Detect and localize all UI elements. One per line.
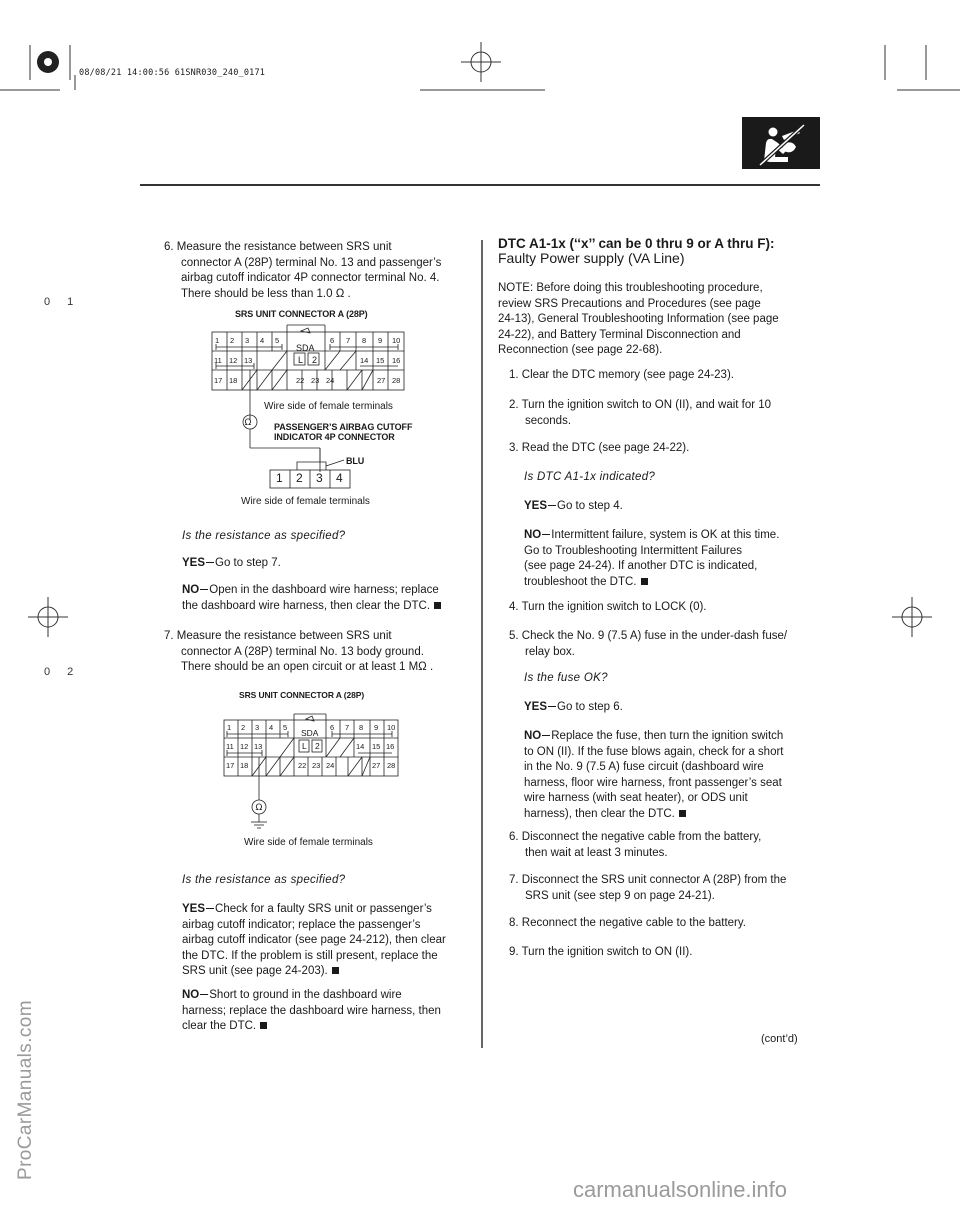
dtc-title: DTC A1-1x (‘‘x’’ can be 0 thru 9 or A thru F):: [498, 236, 775, 251]
question-1: Is the resistance as specified?: [182, 530, 346, 542]
connector2-pins: [224, 724, 400, 784]
margin-marker-1: 0 1: [44, 296, 81, 308]
r-step-5: [509, 629, 787, 660]
r-step-7: [509, 873, 786, 904]
r-step-5-line: 5. Check the No. 9 (7.5 A) fuse in the under-dash fuse/: [509, 630, 788, 642]
pin-label: 23: [311, 376, 320, 385]
pin-label: 6: [330, 723, 335, 732]
step-6-line: 6. Measure the resistance between SRS unit: [164, 241, 392, 253]
footer-watermark: carmanualsonline.info: [573, 1177, 788, 1202]
l-label: L: [298, 355, 304, 365]
pin-label: 7: [346, 336, 351, 345]
no-text: Open in the dashboard wire harness; replace: [209, 584, 439, 596]
r-step-5-line: relay box.: [525, 645, 575, 658]
pin-label: 1: [276, 471, 283, 485]
no-text: the dashboard wire harness, then clear the DTC.: [182, 599, 431, 612]
no-text: harness, floor wire harness, front passenger’s seat: [524, 776, 782, 789]
pin-label: 4: [260, 336, 265, 345]
r-step-2-line: 2. Turn the ignition switch to ON (II), and wait for 10: [509, 399, 772, 411]
yes-text: the DTC. If the problem is still present, replace the: [182, 949, 438, 962]
yes-1: [182, 556, 281, 572]
two-label: 2: [312, 355, 318, 365]
yes-text: airbag cutoff indicator; replace the passenger’s: [182, 918, 421, 931]
no-text: wire harness (with seat heater), or ODS unit: [524, 792, 748, 804]
pin-label: 13: [244, 356, 253, 365]
r-step-7-line: 7. Disconnect the SRS unit connector A (28P) from the: [509, 874, 787, 886]
pin-label: 12: [240, 742, 249, 751]
no-text: harness; replace the dashboard wire harness, then: [182, 1004, 441, 1017]
no-text: Go to Troubleshooting Intermittent Failures: [524, 544, 742, 557]
dash: [200, 589, 208, 590]
pin-label: 5: [275, 336, 280, 345]
end-mark: [260, 1022, 267, 1029]
no-label: NO: [524, 529, 542, 541]
end-mark: [434, 602, 441, 609]
side-watermark: ProCarManuals.com: [15, 1000, 36, 1180]
yes-label: YES: [524, 701, 548, 713]
pin-label: 16: [392, 356, 401, 365]
r-step-3: 3. Read the DTC (see page 24-22).: [509, 442, 690, 454]
r-step-7-line: SRS unit (see step 9 on page 24-21).: [525, 889, 715, 902]
pin-label: 13: [254, 742, 263, 751]
diagram1-title: SRS UNIT CONNECTOR A (28P): [235, 309, 368, 319]
continued-label: (cont’d): [761, 1033, 798, 1045]
step-7-line: 7. Measure the resistance between SRS unit: [164, 630, 392, 642]
no-2: [182, 988, 441, 1035]
no-text: Short to ground in the dashboard wire: [209, 989, 402, 1001]
pin-label: 11: [214, 356, 222, 365]
dtc-subtitle: Faulty Power supply (VA Line): [498, 250, 685, 266]
pin-label: 11: [226, 742, 234, 751]
connector1-pins: [212, 337, 408, 397]
pin-label: 2: [296, 471, 303, 485]
no-text: in the No. 9 (7.5 A) fuse circuit (dashboard wire: [524, 761, 764, 773]
sda-label: SDA: [301, 728, 319, 738]
step-7-line: There should be an open circuit or at least 1 MΩ .: [181, 661, 434, 673]
note-line: 24-13), General Troubleshooting Information (see page: [498, 313, 779, 325]
question-4: Is the fuse OK?: [524, 672, 608, 684]
no-text: clear the DTC.: [182, 1020, 257, 1032]
margin-marker-2: 0 2: [44, 666, 81, 678]
two-label: 2: [315, 741, 320, 751]
step-6-line: There should be less than 1.0 Ω .: [181, 287, 351, 300]
pin-label: 22: [298, 761, 307, 770]
r-step-6-line: then wait at least 3 minutes.: [525, 846, 668, 859]
r-step-4: 4. Turn the ignition switch to LOCK (0).: [509, 601, 707, 613]
diagram2-caption: Wire side of female terminals: [244, 837, 373, 848]
pin-label: 24: [326, 376, 335, 385]
pin-label: 10: [392, 336, 401, 345]
indicator-title-line-1: PASSENGER’S AIRBAG CUTOFF: [274, 422, 413, 432]
dash: [206, 908, 214, 909]
no-text: (see page 24-24). If another DTC is indicated,: [524, 560, 758, 572]
step-6: [164, 240, 441, 302]
yes-text: Check for a faulty SRS unit or passenger’s: [215, 903, 432, 915]
pin-label: 28: [387, 761, 396, 770]
pin-label: 3: [255, 723, 260, 732]
diagram1-caption-1: Wire side of female terminals: [264, 401, 393, 412]
wire-color-label: BLU: [346, 456, 365, 466]
pin-label: 6: [330, 336, 335, 345]
pin-label: 17: [214, 376, 223, 385]
yes-text: Go to step 6.: [557, 701, 623, 713]
yes-2: [182, 902, 446, 980]
r-step-9: 9. Turn the ignition switch to ON (II).: [509, 946, 693, 958]
question-2: Is the resistance as specified?: [182, 874, 346, 886]
pin-label: 22: [296, 376, 305, 385]
r-step-2-line: seconds.: [525, 414, 572, 427]
pin-label: 12: [229, 356, 238, 365]
pin-label: 4: [336, 471, 343, 485]
dash: [200, 994, 208, 995]
diagram2-title: SRS UNIT CONNECTOR A (28P): [239, 690, 365, 700]
diagram1-caption-2: Wire side of female terminals: [241, 496, 370, 507]
pin-label: 4: [269, 723, 274, 732]
no-text: to ON (II). If the fuse blows again, check for a short: [524, 745, 784, 758]
pin-label: 18: [240, 761, 249, 770]
no-text: Intermittent failure, system is OK at this time.: [551, 529, 780, 541]
no-1: [182, 583, 441, 614]
note-line: review SRS Precautions and Procedures (see page: [498, 297, 761, 310]
yes-text: SRS unit (see page 24-203).: [182, 965, 328, 977]
pin-label: 14: [356, 742, 365, 751]
no-label: NO: [182, 989, 200, 1001]
pin-label: 2: [230, 336, 235, 345]
pin-label: 18: [229, 376, 238, 385]
dash: [206, 562, 214, 563]
note-line: 24-22), and Battery Terminal Disconnection and: [498, 328, 741, 341]
yes-4: [524, 700, 623, 716]
pin-label: 24: [326, 761, 335, 770]
pin-label: 9: [374, 723, 379, 732]
pin-label: 7: [345, 723, 350, 732]
note-line: Reconnection (see page 22-68).: [498, 344, 663, 356]
no-4: [524, 729, 784, 822]
r-step-1: 1. Clear the DTC memory (see page 24-23).: [509, 369, 734, 381]
pin-label: 15: [376, 356, 385, 365]
dash: [542, 534, 550, 535]
no-label: NO: [524, 730, 542, 742]
end-mark: [679, 810, 686, 817]
question-3: Is DTC A1-1x indicated?: [524, 471, 656, 483]
svg-text:Ω: Ω: [244, 418, 252, 428]
no-text: troubleshoot the DTC.: [524, 575, 637, 588]
yes-label: YES: [182, 903, 206, 915]
pin-label: 16: [386, 742, 395, 751]
pin-label: 8: [359, 723, 364, 732]
pin-label: 28: [392, 376, 401, 385]
note: [498, 281, 779, 359]
r-step-6-line: 6. Disconnect the negative cable from the battery,: [509, 831, 762, 843]
indicator-title-line-2: INDICATOR 4P CONNECTOR: [274, 432, 395, 442]
sda-label: SDA: [296, 343, 315, 353]
pin-label: 1: [227, 723, 232, 732]
end-mark: [332, 967, 339, 974]
yes-3: [524, 499, 623, 515]
airbag-seat-icon: [742, 117, 820, 169]
step-6-line: connector A (28P) terminal No. 13 and passenger’s: [181, 256, 442, 269]
yes-label: YES: [182, 557, 206, 569]
pin-label: 27: [377, 376, 386, 385]
yes-text: Go to step 4.: [557, 500, 623, 512]
step-7-line: connector A (28P) terminal No. 13 body ground.: [181, 645, 424, 658]
dash: [542, 735, 550, 736]
no-text: harness), then clear the DTC.: [524, 807, 675, 820]
pin-label: 9: [378, 336, 383, 345]
print-timestamp: 08/08/21 14:00:56 61SNR030_240_0171: [79, 68, 266, 78]
yes-text: Go to step 7.: [215, 557, 281, 569]
no-3: [524, 528, 779, 590]
yes-text: airbag cutoff indicator (see page 24-212), then clear: [182, 934, 446, 946]
dash: [548, 706, 556, 707]
pin-label: 27: [372, 761, 381, 770]
pin-label: 2: [241, 723, 246, 732]
pin-label: 3: [316, 471, 323, 485]
note-line: NOTE: Before doing this troubleshooting procedure,: [498, 282, 763, 294]
pin-label: 15: [372, 742, 381, 751]
pin-label: 17: [226, 761, 235, 770]
step-6-line: airbag cutoff indicator 4P connector terminal No. 4.: [181, 272, 440, 284]
pin-label: 1: [215, 336, 220, 345]
step-7: [164, 629, 433, 676]
svg-text:Ω: Ω: [255, 803, 263, 813]
pin-label: 3: [245, 336, 250, 345]
r-step-8: 8. Reconnect the negative cable to the battery.: [509, 917, 746, 929]
indicator-pins: [270, 471, 350, 489]
end-mark: [641, 578, 648, 585]
pin-label: 23: [312, 761, 321, 770]
pin-label: 8: [362, 336, 367, 345]
pin-label: 5: [283, 723, 288, 732]
pin-label: 14: [360, 356, 369, 365]
no-label: NO: [182, 584, 200, 596]
yes-label: YES: [524, 500, 548, 512]
r-step-2: [509, 398, 771, 429]
r-step-6: [509, 830, 761, 861]
dash: [548, 505, 556, 506]
pin-label: 10: [387, 723, 396, 732]
no-text: Replace the fuse, then turn the ignition switch: [551, 730, 784, 742]
l-label: L: [302, 741, 307, 751]
